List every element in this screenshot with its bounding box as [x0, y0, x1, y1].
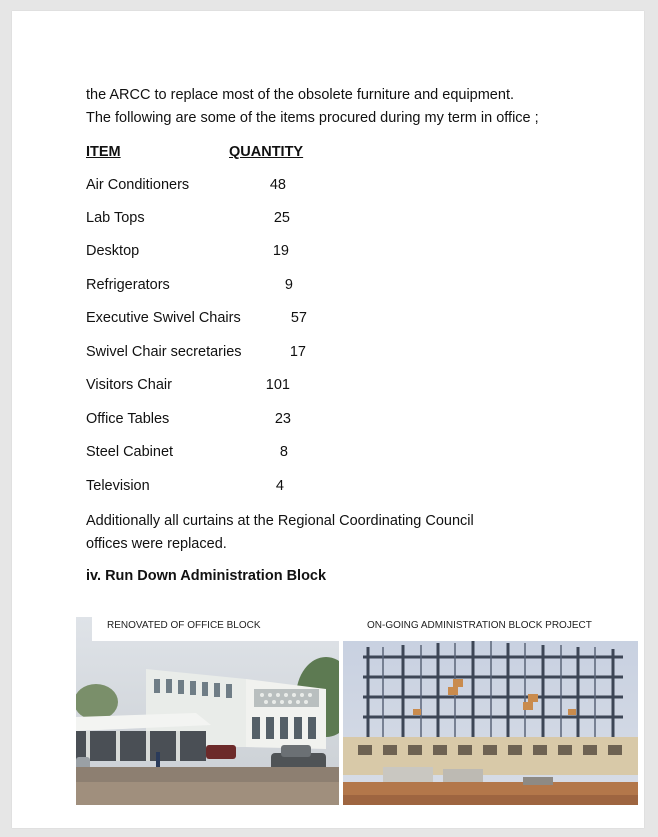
- item-name: Executive Swivel Chairs: [86, 310, 241, 326]
- table-row: [86, 277, 386, 297]
- item-quantity: 19: [272, 243, 289, 259]
- item-quantity: 48: [269, 177, 286, 193]
- item-quantity: 25: [273, 210, 290, 226]
- table-row: [86, 377, 386, 397]
- table-row: [86, 310, 386, 330]
- right-photo-caption: ON-GOING ADMINISTRATION BLOCK PROJECT: [367, 620, 592, 631]
- item-quantity: 23: [274, 411, 291, 427]
- section-heading: iv. Run Down Administration Block: [86, 568, 327, 584]
- table-row: [86, 344, 386, 364]
- item-name: Steel Cabinet: [86, 444, 174, 460]
- table-row: [86, 478, 386, 498]
- item-name: Refrigerators: [86, 277, 170, 293]
- table-header-quantity: QUANTITY: [229, 144, 304, 160]
- right-photo-caption-bar: [343, 617, 642, 641]
- table-row: [86, 177, 386, 197]
- additional-line-2: offices were replaced.: [86, 536, 227, 552]
- left-photo-caption: RENOVATED OF OFFICE BLOCK: [107, 620, 261, 631]
- left-photo-caption-bar: [92, 617, 352, 641]
- item-name: Desktop: [86, 243, 140, 259]
- renovated-office-block-photo: [76, 617, 339, 805]
- intro-line-2: The following are some of the items procured during my term in office ;: [86, 110, 539, 126]
- item-quantity: 9: [284, 277, 293, 293]
- administration-block-project-photo: [343, 617, 638, 805]
- table-row: [86, 210, 386, 230]
- intro-line-1: the ARCC to replace most of the obsolete furniture and equipment.: [86, 87, 514, 103]
- item-quantity: 57: [290, 310, 307, 326]
- table-row: [86, 444, 386, 464]
- item-name: Office Tables: [86, 411, 170, 427]
- item-quantity: 101: [265, 377, 290, 393]
- item-name: Lab Tops: [86, 210, 145, 226]
- table-row: [86, 243, 386, 263]
- table-row: [86, 411, 386, 431]
- additional-line-1: Additionally all curtains at the Regional Coordinating Council: [86, 513, 474, 529]
- document-page: [12, 11, 644, 828]
- table-header-item: ITEM: [86, 144, 121, 160]
- item-quantity: 4: [275, 478, 284, 494]
- item-name: Television: [86, 478, 150, 494]
- item-quantity: 17: [289, 344, 306, 360]
- item-quantity: 8: [279, 444, 288, 460]
- item-name: Visitors Chair: [86, 377, 172, 393]
- item-name: Swivel Chair secretaries: [86, 344, 242, 360]
- item-name: Air Conditioners: [86, 177, 190, 193]
